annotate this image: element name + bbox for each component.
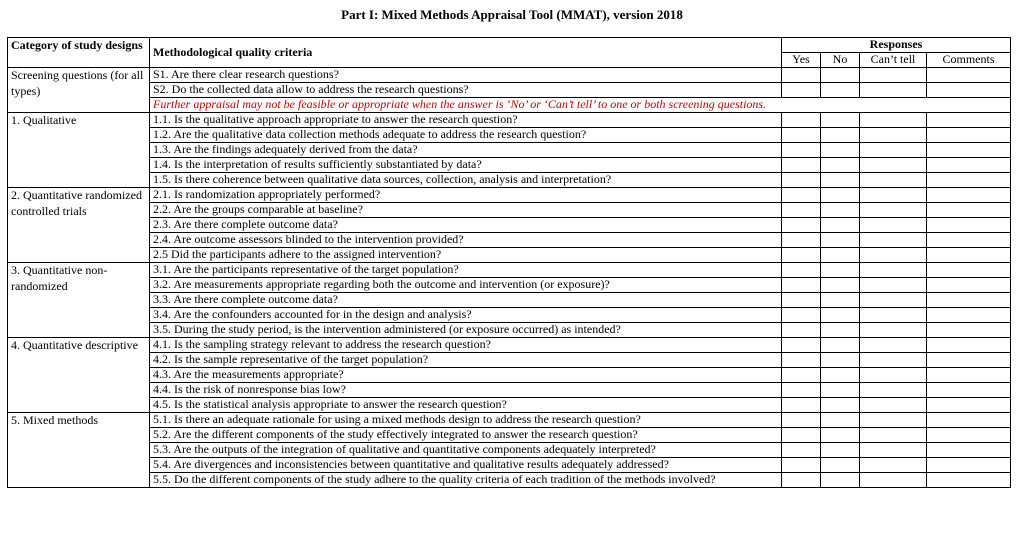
response-comments-cell[interactable]	[927, 413, 1011, 428]
response-cant-tell-cell[interactable]	[860, 428, 927, 443]
response-cant-tell-cell[interactable]	[860, 203, 927, 218]
header-yes: Yes	[782, 53, 821, 68]
criteria-row	[8, 323, 1011, 338]
criterion-text: 4.5. Is the statistical analysis appropriate to answer the research question?	[150, 398, 782, 413]
criterion-text: S1. Are there clear research questions?	[150, 68, 782, 83]
response-comments-cell[interactable]	[927, 83, 1011, 98]
response-comments-cell[interactable]	[927, 323, 1011, 338]
criterion-text: 5.5. Do the different components of the study adhere to the quality criteria of each tradition of the methods involved?	[150, 473, 782, 488]
criterion-text: 1.4. Is the interpretation of results sufficiently substantiated by data?	[150, 158, 782, 173]
response-no-cell[interactable]	[821, 473, 860, 488]
response-comments-cell[interactable]	[927, 398, 1011, 413]
criteria-row	[8, 233, 1011, 248]
response-comments-cell[interactable]	[927, 248, 1011, 263]
response-comments-cell[interactable]	[927, 143, 1011, 158]
response-cant-tell-cell[interactable]	[860, 143, 927, 158]
response-comments-cell[interactable]	[927, 353, 1011, 368]
response-cant-tell-cell[interactable]	[860, 173, 927, 188]
response-no-cell[interactable]	[821, 443, 860, 458]
criterion-text: 4.1. Is the sampling strategy relevant to address the research question?	[150, 338, 782, 353]
response-no-cell[interactable]	[821, 308, 860, 323]
response-yes-cell[interactable]	[782, 353, 821, 368]
criterion-text: 3.2. Are measurements appropriate regarding both the outcome and intervention (or exposure)?	[150, 278, 782, 293]
response-yes-cell[interactable]	[782, 443, 821, 458]
category-cell: 5. Mixed methods	[8, 413, 150, 488]
response-comments-cell[interactable]	[927, 293, 1011, 308]
response-yes-cell[interactable]	[782, 113, 821, 128]
criterion-text: 5.1. Is there an adequate rationale for using a mixed methods design to address the research question?	[150, 413, 782, 428]
response-comments-cell[interactable]	[927, 308, 1011, 323]
response-comments-cell[interactable]	[927, 263, 1011, 278]
criteria-row	[8, 68, 1011, 83]
category-cell: 1. Qualitative	[8, 113, 150, 188]
criteria-row	[8, 248, 1011, 263]
response-comments-cell[interactable]	[927, 368, 1011, 383]
criterion-text: 3.3. Are there complete outcome data?	[150, 293, 782, 308]
criterion-text: 1.1. Is the qualitative approach appropriate to answer the research question?	[150, 113, 782, 128]
criteria-row	[8, 353, 1011, 368]
response-cant-tell-cell[interactable]	[860, 68, 927, 83]
header-row	[8, 38, 1011, 53]
response-no-cell[interactable]	[821, 143, 860, 158]
response-cant-tell-cell[interactable]	[860, 83, 927, 98]
criterion-text: 4.2. Is the sample representative of the target population?	[150, 353, 782, 368]
response-no-cell[interactable]	[821, 233, 860, 248]
response-cant-tell-cell[interactable]	[860, 383, 927, 398]
criterion-text: 2.4. Are outcome assessors blinded to the intervention provided?	[150, 233, 782, 248]
response-no-cell[interactable]	[821, 428, 860, 443]
criteria-row	[8, 188, 1011, 203]
criteria-row	[8, 458, 1011, 473]
criteria-row	[8, 113, 1011, 128]
criteria-row	[8, 278, 1011, 293]
response-no-cell[interactable]	[821, 398, 860, 413]
header-category: Category of study designs	[8, 38, 150, 68]
criteria-row	[8, 443, 1011, 458]
response-no-cell[interactable]	[821, 278, 860, 293]
response-yes-cell[interactable]	[782, 263, 821, 278]
criteria-row	[8, 293, 1011, 308]
response-no-cell[interactable]	[821, 248, 860, 263]
response-no-cell[interactable]	[821, 293, 860, 308]
response-yes-cell[interactable]	[782, 143, 821, 158]
response-no-cell[interactable]	[821, 188, 860, 203]
criteria-row	[8, 218, 1011, 233]
response-comments-cell[interactable]	[927, 173, 1011, 188]
response-yes-cell[interactable]	[782, 428, 821, 443]
criterion-text: 2.2. Are the groups comparable at baseline?	[150, 203, 782, 218]
criteria-row	[8, 173, 1011, 188]
response-yes-cell[interactable]	[782, 248, 821, 263]
criteria-row	[8, 398, 1011, 413]
response-cant-tell-cell[interactable]	[860, 278, 927, 293]
response-cant-tell-cell[interactable]	[860, 113, 927, 128]
screening-note: Further appraisal may not be feasible or appropriate when the answer is ‘No’ or ‘Can’t tell’ to one or both screening questions.	[150, 98, 1011, 113]
response-cant-tell-cell[interactable]	[860, 188, 927, 203]
response-yes-cell[interactable]	[782, 383, 821, 398]
response-cant-tell-cell[interactable]	[860, 323, 927, 338]
response-yes-cell[interactable]	[782, 458, 821, 473]
criteria-row	[8, 368, 1011, 383]
response-no-cell[interactable]	[821, 413, 860, 428]
response-no-cell[interactable]	[821, 218, 860, 233]
criterion-text: 4.3. Are the measurements appropriate?	[150, 368, 782, 383]
response-cant-tell-cell[interactable]	[860, 293, 927, 308]
response-no-cell[interactable]	[821, 323, 860, 338]
response-no-cell[interactable]	[821, 158, 860, 173]
response-cant-tell-cell[interactable]	[860, 233, 927, 248]
response-cant-tell-cell[interactable]	[860, 338, 927, 353]
response-cant-tell-cell[interactable]	[860, 368, 927, 383]
response-no-cell[interactable]	[821, 173, 860, 188]
response-comments-cell[interactable]	[927, 443, 1011, 458]
page-title: Part I: Mixed Methods Appraisal Tool (MMAT), version 2018	[341, 7, 683, 22]
response-yes-cell[interactable]	[782, 203, 821, 218]
category-cell: 3. Quantitative non-randomized	[8, 263, 150, 338]
criteria-row	[8, 203, 1011, 218]
response-yes-cell[interactable]	[782, 188, 821, 203]
response-yes-cell[interactable]	[782, 173, 821, 188]
criterion-text: 5.3. Are the outputs of the integration of qualitative and quantitative components adequately interpreted?	[150, 443, 782, 458]
response-cant-tell-cell[interactable]	[860, 128, 927, 143]
response-comments-cell[interactable]	[927, 338, 1011, 353]
response-cant-tell-cell[interactable]	[860, 158, 927, 173]
response-comments-cell[interactable]	[927, 383, 1011, 398]
response-yes-cell[interactable]	[782, 83, 821, 98]
response-cant-tell-cell[interactable]	[860, 458, 927, 473]
criterion-text: 3.4. Are the confounders accounted for in the design and analysis?	[150, 308, 782, 323]
criterion-text: 5.4. Are divergences and inconsistencies between quantitative and qualitative results adequately addressed?	[150, 458, 782, 473]
criterion-text: S2. Do the collected data allow to address the research questions?	[150, 83, 782, 98]
criteria-row	[8, 413, 1011, 428]
response-comments-cell[interactable]	[927, 458, 1011, 473]
note-row	[8, 98, 1011, 113]
criterion-text: 3.1. Are the participants representative of the target population?	[150, 263, 782, 278]
response-cant-tell-cell[interactable]	[860, 398, 927, 413]
response-comments-cell[interactable]	[927, 158, 1011, 173]
response-yes-cell[interactable]	[782, 158, 821, 173]
criterion-text: 3.5. During the study period, is the intervention administered (or exposure occurred) as intended?	[150, 323, 782, 338]
response-yes-cell[interactable]	[782, 368, 821, 383]
response-yes-cell[interactable]	[782, 413, 821, 428]
criteria-row	[8, 338, 1011, 353]
criteria-row	[8, 128, 1011, 143]
response-cant-tell-cell[interactable]	[860, 218, 927, 233]
response-cant-tell-cell[interactable]	[860, 353, 927, 368]
response-no-cell[interactable]	[821, 113, 860, 128]
criterion-text: 2.5 Did the participants adhere to the assigned intervention?	[150, 248, 782, 263]
response-cant-tell-cell[interactable]	[860, 308, 927, 323]
criteria-row	[8, 383, 1011, 398]
response-yes-cell[interactable]	[782, 323, 821, 338]
header-no: No	[821, 53, 860, 68]
criteria-row	[8, 158, 1011, 173]
response-no-cell[interactable]	[821, 368, 860, 383]
response-no-cell[interactable]	[821, 338, 860, 353]
response-comments-cell[interactable]	[927, 278, 1011, 293]
response-no-cell[interactable]	[821, 68, 860, 83]
response-comments-cell[interactable]	[927, 113, 1011, 128]
response-yes-cell[interactable]	[782, 293, 821, 308]
response-no-cell[interactable]	[821, 83, 860, 98]
response-no-cell[interactable]	[821, 458, 860, 473]
header-cant-tell: Can’t tell	[860, 53, 927, 68]
response-cant-tell-cell[interactable]	[860, 413, 927, 428]
response-no-cell[interactable]	[821, 353, 860, 368]
response-no-cell[interactable]	[821, 203, 860, 218]
response-comments-cell[interactable]	[927, 188, 1011, 203]
criterion-text: 1.3. Are the findings adequately derived from the data?	[150, 143, 782, 158]
response-yes-cell[interactable]	[782, 128, 821, 143]
response-yes-cell[interactable]	[782, 233, 821, 248]
response-comments-cell[interactable]	[927, 473, 1011, 488]
response-yes-cell[interactable]	[782, 308, 821, 323]
response-comments-cell[interactable]	[927, 68, 1011, 83]
criterion-text: 2.3. Are there complete outcome data?	[150, 218, 782, 233]
category-cell: 4. Quantitative descriptive	[8, 338, 150, 413]
response-yes-cell[interactable]	[782, 218, 821, 233]
category-cell: Screening questions (for all types)	[8, 68, 150, 113]
criteria-row	[8, 83, 1011, 98]
criterion-text: 1.5. Is there coherence between qualitative data sources, collection, analysis and interpretation?	[150, 173, 782, 188]
criterion-text: 2.1. Is randomization appropriately performed?	[150, 188, 782, 203]
response-comments-cell[interactable]	[927, 128, 1011, 143]
header-criteria: Methodological quality criteria	[150, 38, 782, 68]
response-cant-tell-cell[interactable]	[860, 248, 927, 263]
response-cant-tell-cell[interactable]	[860, 443, 927, 458]
criteria-row	[8, 473, 1011, 488]
mmat-table	[7, 37, 1011, 488]
response-yes-cell[interactable]	[782, 68, 821, 83]
response-no-cell[interactable]	[821, 128, 860, 143]
response-comments-cell[interactable]	[927, 233, 1011, 248]
response-yes-cell[interactable]	[782, 278, 821, 293]
response-yes-cell[interactable]	[782, 473, 821, 488]
criteria-row	[8, 428, 1011, 443]
criterion-text: 4.4. Is the risk of nonresponse bias low?	[150, 383, 782, 398]
criteria-row	[8, 308, 1011, 323]
response-comments-cell[interactable]	[927, 203, 1011, 218]
response-no-cell[interactable]	[821, 383, 860, 398]
criterion-text: 1.2. Are the qualitative data collection methods adequate to address the research question?	[150, 128, 782, 143]
criterion-text: 5.2. Are the different components of the study effectively integrated to answer the research question?	[150, 428, 782, 443]
criteria-row	[8, 263, 1011, 278]
response-yes-cell[interactable]	[782, 338, 821, 353]
header-responses: Responses	[782, 38, 1011, 53]
response-no-cell[interactable]	[821, 263, 860, 278]
response-comments-cell[interactable]	[927, 428, 1011, 443]
response-comments-cell[interactable]	[927, 218, 1011, 233]
criteria-row	[8, 143, 1011, 158]
response-cant-tell-cell[interactable]	[860, 473, 927, 488]
response-cant-tell-cell[interactable]	[860, 263, 927, 278]
category-cell: 2. Quantitative randomized controlled trials	[8, 188, 150, 263]
table-body	[8, 68, 1011, 488]
header-comments: Comments	[927, 53, 1011, 68]
response-yes-cell[interactable]	[782, 398, 821, 413]
